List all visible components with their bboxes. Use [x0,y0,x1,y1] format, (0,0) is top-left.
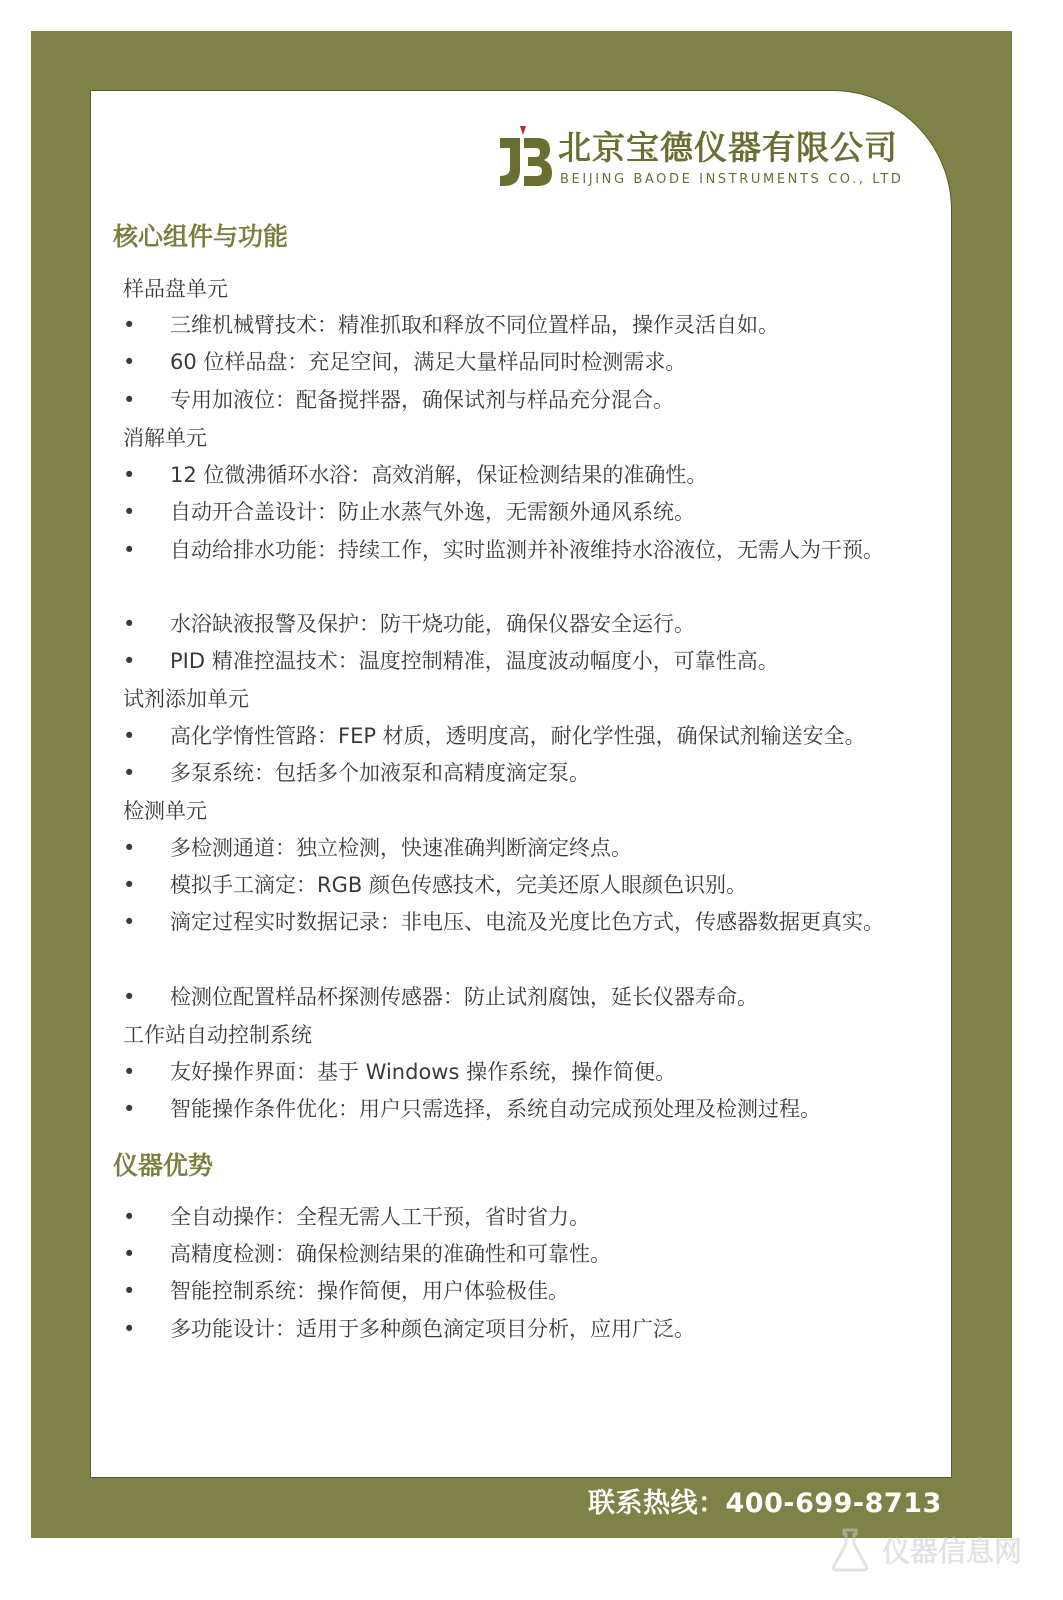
bullet-icon: • [123,388,136,412]
list-item-text: 60 位样品盘：充足空间，满足大量样品同时检测需求。 [170,350,687,374]
bullet-icon: • [123,500,136,524]
bullet-icon: • [123,724,136,748]
list-item [123,1236,923,1273]
list-item-text: 检测位配置样品杯探测传感器：防止试剂腐蚀，延长仪器寿命。 [170,985,758,1009]
list-item [123,1091,923,1128]
bullet-icon: • [123,1060,136,1084]
list-item-text: 多功能设计：适用于多种颜色滴定项目分析，应用广泛。 [170,1317,695,1341]
bullet-icon: • [123,761,136,785]
subsection-title-reagent: 试剂添加单元 [123,687,249,711]
list-item-text: 12 位微沸循环水浴：高效消解，保证检测结果的准确性。 [170,463,708,487]
list-item [123,867,923,904]
subsection-title-digestion: 消解单元 [123,426,207,450]
bullet-icon: • [123,538,136,562]
list-item-text: 高化学惰性管路：FEP 材质，透明度高，耐化学性强，确保试剂输送安全。 [170,724,866,748]
watermark-text: 仪器信息网 [882,1535,1023,1568]
list-item [123,979,923,1016]
list-item-text: 专用加液位：配备搅拌器，确保试剂与样品充分混合。 [170,388,674,412]
list-item-text: 水浴缺液报警及保护：防干烧功能，确保仪器安全运行。 [170,612,695,636]
company-name-cn: 北京宝德仪器有限公司 [558,128,898,167]
bullet-icon: • [123,985,136,1009]
list-item [123,1054,923,1091]
list-item [123,1199,923,1236]
bullet-icon: • [123,612,136,636]
subsection-title-workstation: 工作站自动控制系统 [123,1023,312,1047]
list-item [123,1311,923,1348]
watermark-flask-icon [826,1524,876,1574]
list-item-text: 高精度检测：确保检测结果的准确性和可靠性。 [170,1242,611,1266]
list-item-text: 友好操作界面：基于 Windows 操作系统，操作简便。 [170,1060,677,1084]
bullet-icon: • [123,649,136,673]
list-item [123,643,923,680]
list-item [123,1273,923,1310]
bullet-icon: • [123,1242,136,1266]
watermark [826,1524,1036,1574]
list-item-text: 智能操作条件优化：用户只需选择，系统自动完成预处理及检测过程。 [170,1097,821,1121]
list-item [123,532,923,569]
list-item [123,755,923,792]
section-title-core: 核心组件与功能 [113,222,289,251]
list-item [123,307,923,344]
company-logo [498,124,918,194]
list-item [123,904,923,941]
bullet-icon: • [123,463,136,487]
bullet-icon: • [123,1205,136,1229]
list-item-text: 多检测通道：独立检测，快速准确判断滴定终点。 [170,836,632,860]
bullet-icon: • [123,1317,136,1341]
bullet-icon: • [123,1097,136,1121]
list-item [123,606,923,643]
list-item-text: 智能控制系统：操作简便，用户体验极佳。 [170,1279,569,1303]
company-name-en: BEIJING BAODE INSTRUMENTS CO., LTD [560,172,904,187]
section-title-advantages: 仪器优势 [113,1151,214,1180]
list-item-text: 全自动操作：全程无需人工干预，省时省力。 [170,1205,590,1229]
list-item [123,382,923,419]
list-item [123,457,923,494]
list-item-text: PID 精准控温技术：温度控制精准，温度波动幅度小，可靠性高。 [170,649,779,673]
list-item [123,718,923,755]
bullet-icon: • [123,1279,136,1303]
bullet-icon: • [123,836,136,860]
subsection-title-sample: 样品盘单元 [123,277,228,301]
subsection-title-detection: 检测单元 [123,799,207,823]
bullet-icon: • [123,313,136,337]
list-item-text: 自动给排水功能：持续工作，实时监测并补液维持水浴液位，无需人为干预。 [170,538,884,562]
baode-logo-icon [498,126,554,190]
bullet-icon: • [123,910,136,934]
list-item-text: 自动开合盖设计：防止水蒸气外逸，无需额外通风系统。 [170,500,695,524]
list-item [123,494,923,531]
bullet-icon: • [123,350,136,374]
list-item-text: 多泵系统：包括多个加液泵和高精度滴定泵。 [170,761,590,785]
list-item-text: 三维机械臂技术：精准抓取和释放不同位置样品，操作灵活自如。 [170,313,779,337]
list-item [123,830,923,867]
list-item [123,344,923,381]
bullet-icon: • [123,873,136,897]
hotline-text: 联系热线：400-699-8713 [588,1488,942,1519]
list-item-text: 滴定过程实时数据记录：非电压、电流及光度比色方式，传感器数据更真实。 [170,910,884,934]
list-item-text: 模拟手工滴定：RGB 颜色传感技术，完美还原人眼颜色识别。 [170,873,747,897]
